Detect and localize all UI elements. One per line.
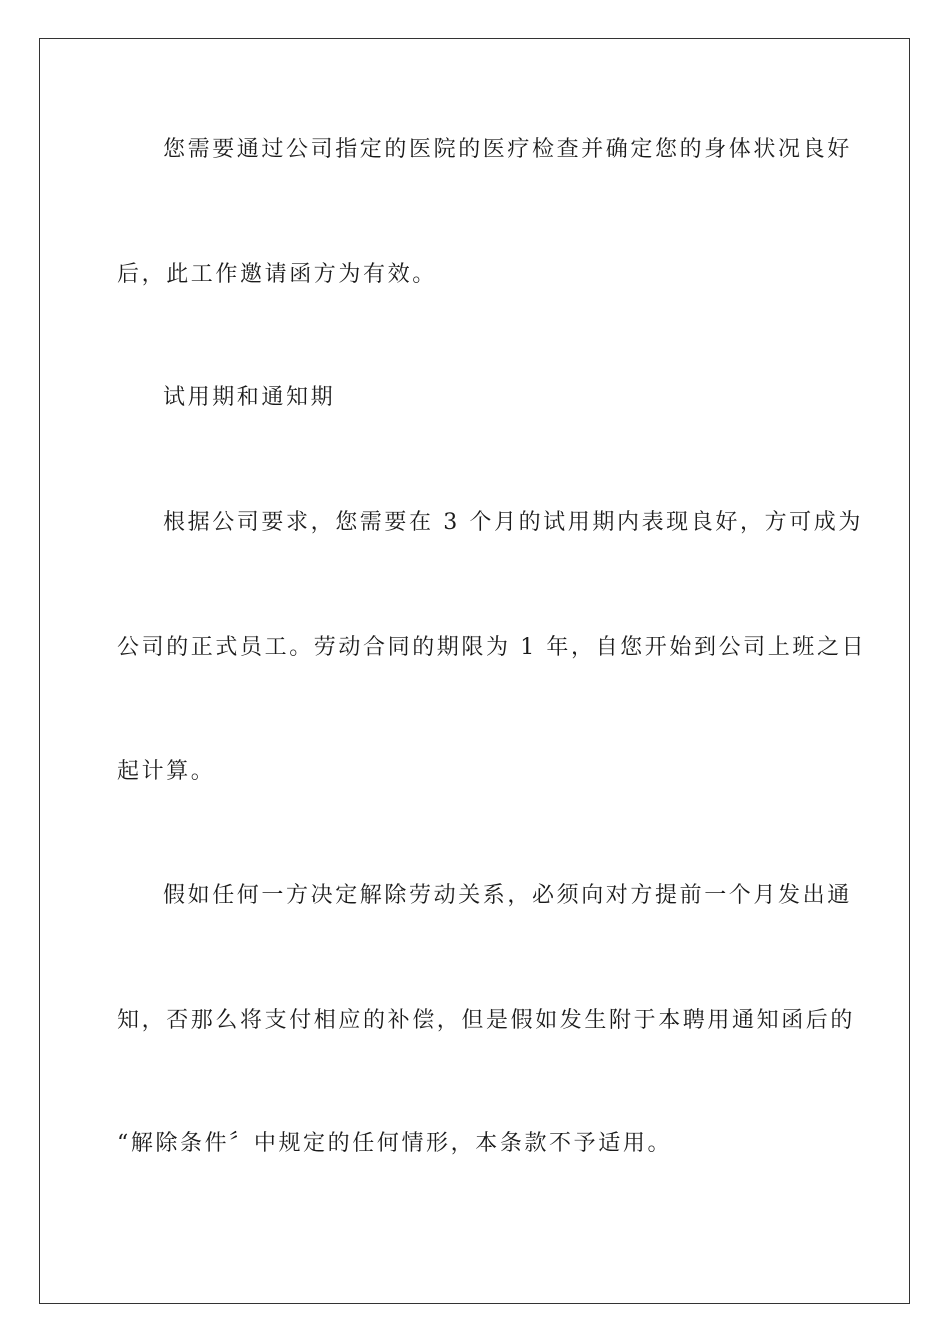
paragraph-probation-line-1: 根据公司要求，您需要在 3 个月的试用期内表现良好，方可成为: [163, 510, 863, 535]
paragraph-medical-line-1: 您需要通过公司指定的医院的医疗检查并确定您的身体状况良好: [163, 137, 852, 162]
paragraph-medical-line-2: 后，此工作邀请函方为有效。: [117, 262, 437, 287]
page-frame: [39, 38, 910, 1304]
section-heading-probation: 试用期和通知期: [163, 385, 336, 410]
paragraph-termination-line-3: “解除条件〞中规定的任何情形，本条款不予适用。: [117, 1131, 673, 1156]
paragraph-termination-line-2: 知，否那么将支付相应的补偿，但是假如发生附于本聘用通知函后的: [117, 1008, 856, 1033]
paragraph-termination-line-1: 假如任何一方决定解除劳动关系，必须向对方提前一个月发出通: [163, 883, 852, 908]
paragraph-probation-line-3: 起计算。: [117, 759, 216, 784]
paragraph-probation-line-2: 公司的正式员工。劳动合同的期限为 1 年，自您开始到公司上班之日: [117, 635, 867, 660]
